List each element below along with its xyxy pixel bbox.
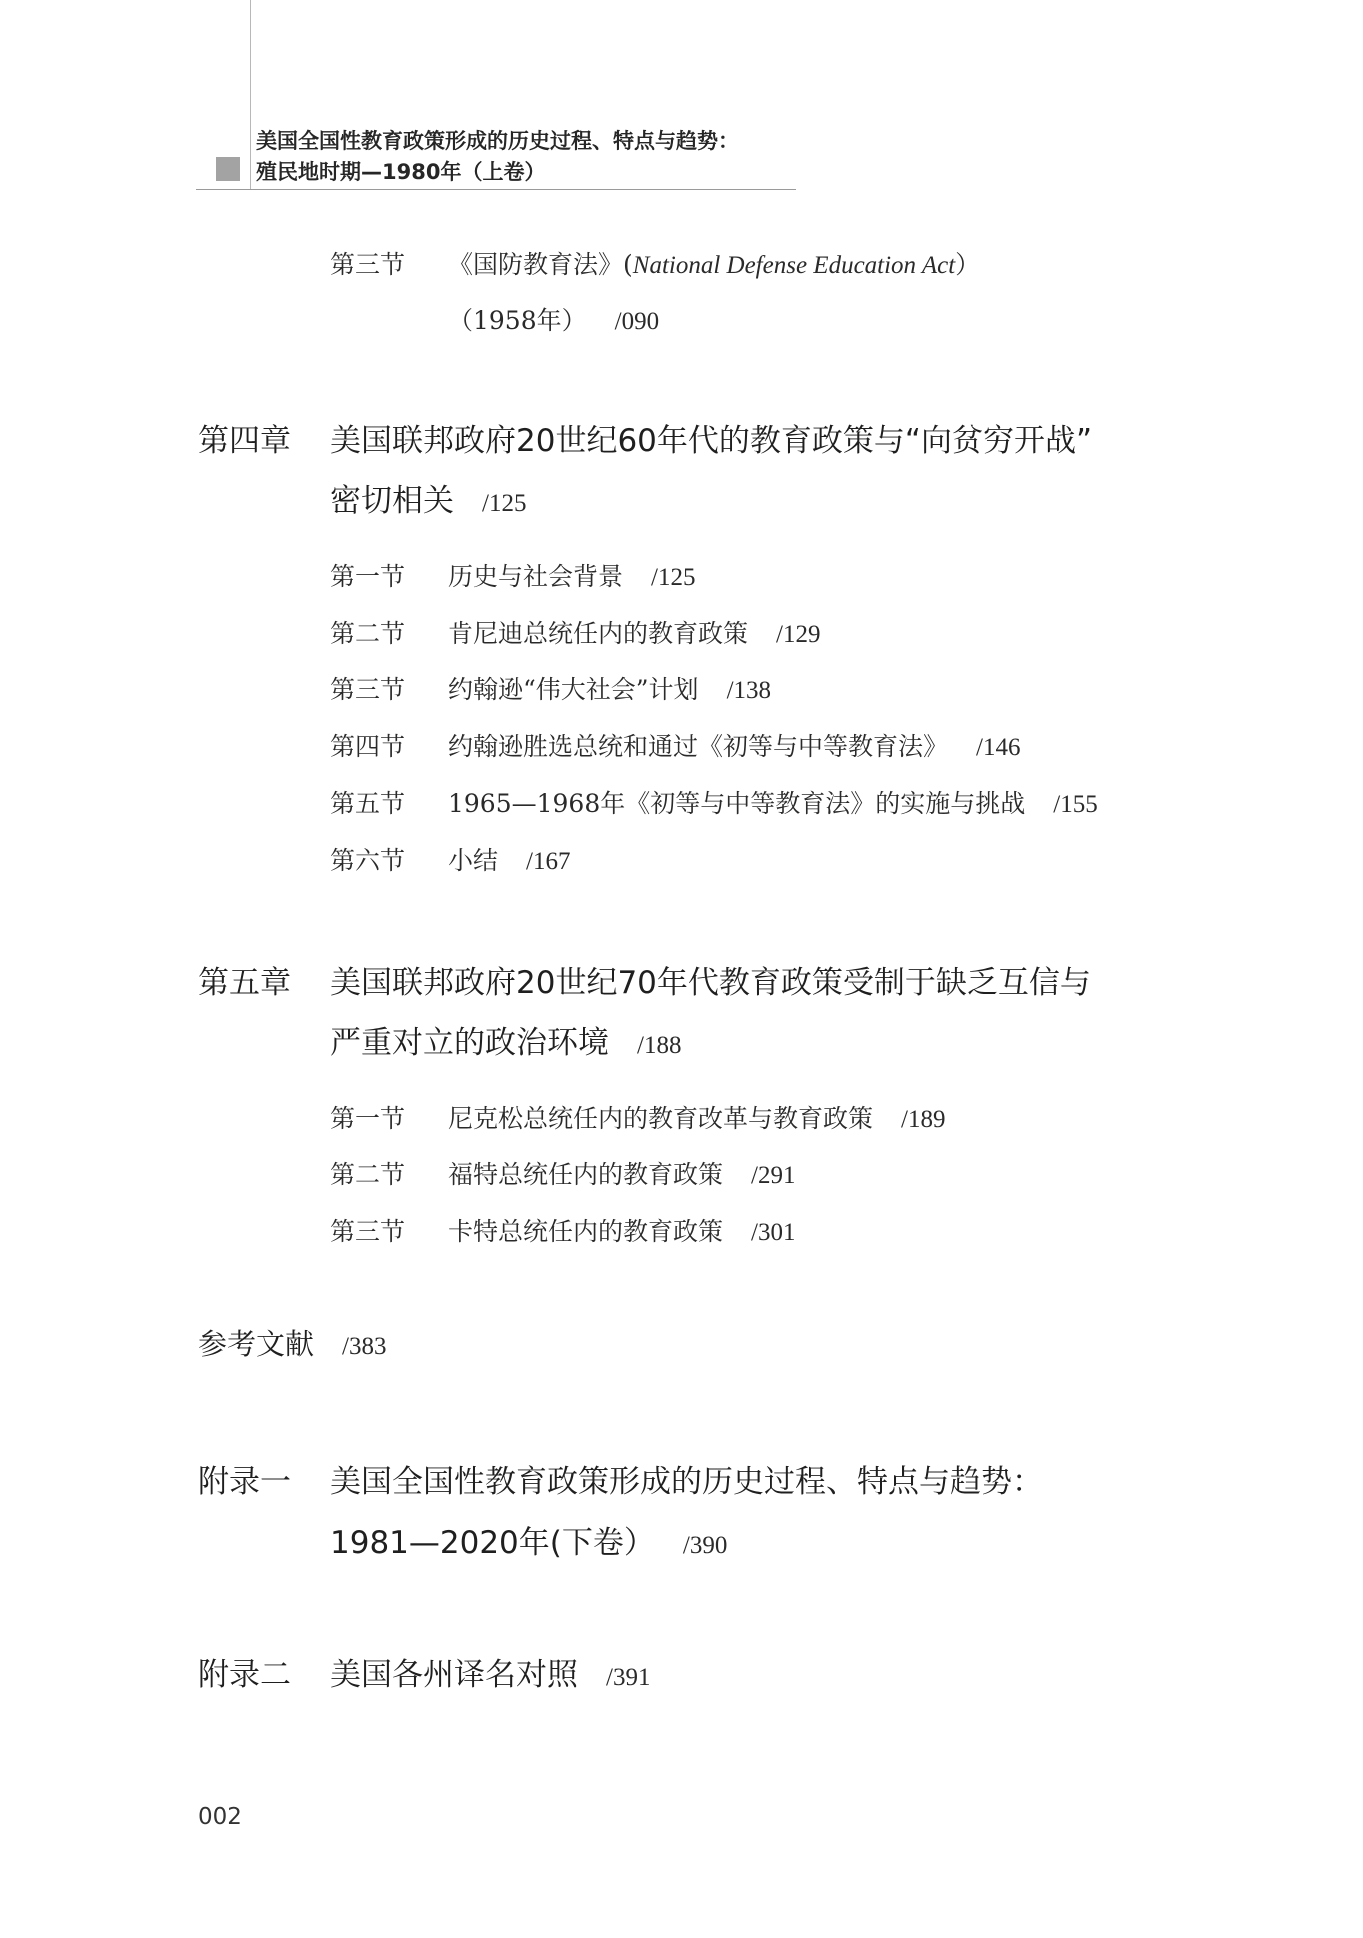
appendix-title-line-1: 美国全国性教育政策形成的历史过程、特点与趋势： [330, 1464, 1043, 1500]
page-number: /125 [651, 564, 696, 591]
page-number: /090 [614, 308, 660, 335]
section-title: 小结 /167 [448, 846, 571, 875]
header-horizontal-rule [196, 189, 796, 190]
running-header-line-2: 殖民地时期—1980年（上卷） [256, 160, 546, 184]
chapter-title-line-2: 密切相关 [330, 483, 454, 519]
appendix-title: 美国各州译名对照 /391 [330, 1657, 651, 1693]
section-title: 福特总统任内的教育政策 /291 [448, 1160, 796, 1189]
section-label: 第三节 [330, 675, 406, 704]
section-label: 第二节 [330, 1160, 406, 1189]
toc-references[interactable] [198, 1322, 386, 1363]
chapter-title-line-1: 美国联邦政府20世纪70年代教育政策受制于缺乏互信与 [330, 965, 1091, 1001]
section-title: 约翰逊胜选总统和通过《初等与中等教育法》 /146 [448, 732, 1021, 761]
section-title: 卡特总统任内的教育政策 /301 [448, 1217, 796, 1246]
appendix-label: 附录一 [198, 1464, 291, 1500]
chapter-title-line-1: 美国联邦政府20世纪60年代的教育政策与“向贫穷开战” [330, 423, 1093, 459]
toc-section-continued-line-2: （1958年） /090 [448, 306, 660, 335]
page-number: /125 [482, 490, 527, 517]
section-label: 第六节 [330, 846, 406, 875]
chapter-label: 第四章 [198, 423, 291, 459]
page-number: /301 [751, 1219, 796, 1246]
section-title: 约翰逊“伟大社会”计划 /138 [448, 675, 772, 704]
section-title: 历史与社会背景 /125 [448, 562, 696, 591]
section-label: 第一节 [330, 1104, 406, 1133]
chapter-title-line-2: 严重对立的政治环境 [330, 1025, 609, 1061]
running-header-line-1: 美国全国性教育政策形成的历史过程、特点与趋势： [256, 129, 739, 153]
header-square-mark [216, 157, 240, 181]
appendix-title-line-2: 1981—2020年(下卷） [330, 1525, 655, 1561]
page-number: /189 [901, 1106, 946, 1133]
page-number: /155 [1053, 791, 1098, 818]
references-title: 参考文献 [198, 1327, 315, 1361]
appendix-label: 附录二 [198, 1657, 291, 1693]
page-number: /391 [606, 1664, 651, 1691]
section-label: 第三节 [330, 250, 406, 279]
section-label: 第二节 [330, 619, 406, 648]
header-vertical-rule [250, 0, 251, 189]
section-label: 第三节 [330, 1217, 406, 1246]
page-folio: 002 [198, 1804, 242, 1830]
section-label: 第四节 [330, 732, 406, 761]
page-number: /390 [682, 1532, 728, 1559]
page-number: /146 [976, 734, 1021, 761]
toc-chapter-4-line-2 [330, 475, 526, 520]
page-number: /188 [637, 1032, 682, 1059]
running-header [256, 126, 739, 188]
section-label: 第一节 [330, 562, 406, 591]
section-title: 尼克松总统任内的教育改革与教育政策 /189 [448, 1104, 946, 1133]
section-title: 《国防教育法》(National Defense Education Act） [448, 250, 981, 279]
section-title: 1965—1968年《初等与中等教育法》的实施与挑战 /155 [448, 789, 1098, 818]
page-number: /129 [776, 621, 821, 648]
toc-appendix-1-line-2 [330, 1517, 727, 1562]
toc-chapter-5-line-2 [330, 1017, 681, 1062]
section-label: 第五节 [330, 789, 406, 818]
page-number: /291 [751, 1162, 796, 1189]
page-number: /138 [726, 677, 772, 704]
chapter-label: 第五章 [198, 965, 291, 1001]
section-title: 肯尼迪总统任内的教育政策 /129 [448, 619, 821, 648]
page-number: /383 [342, 1333, 387, 1360]
page-number: /167 [526, 848, 571, 875]
